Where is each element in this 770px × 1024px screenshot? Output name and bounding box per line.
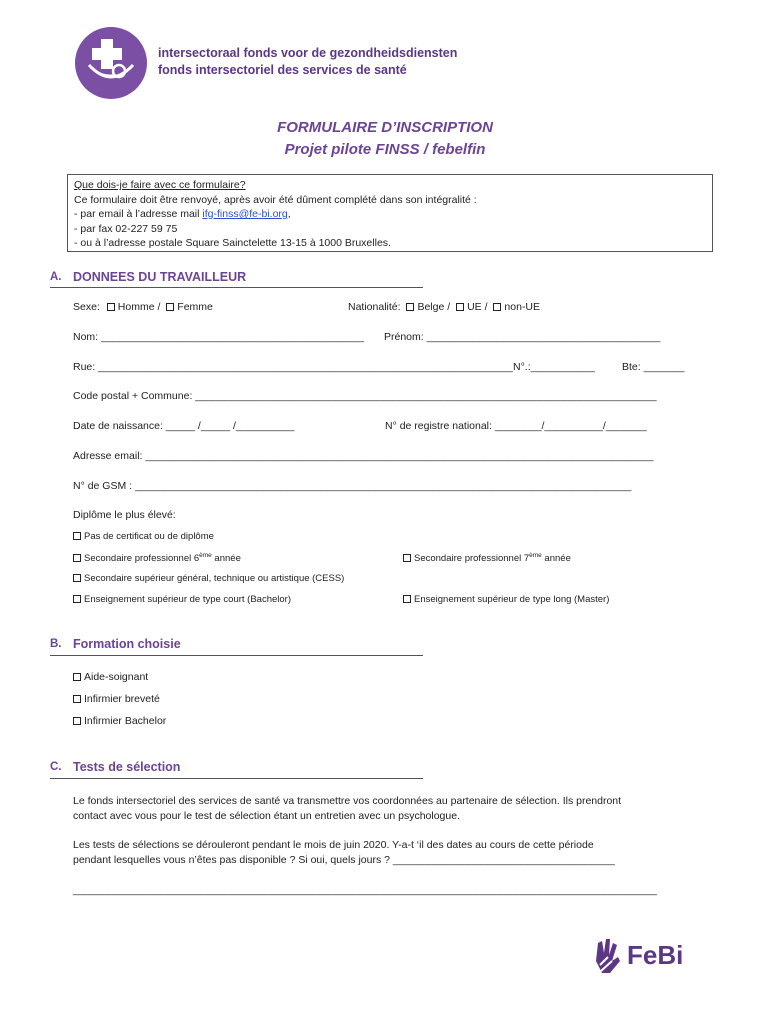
sec7-checkbox[interactable] bbox=[403, 554, 411, 562]
aide-label: Aide-soignant bbox=[84, 671, 149, 683]
org-name-nl: intersectoraal fonds voor de gezondheidsdiensten bbox=[158, 46, 458, 60]
selection-paragraph-line: Le fonds intersectoriel des services de santé va transmettre vos coordonnées au partenaire de sélection. Ils prendront bbox=[73, 795, 622, 807]
dates-answer-field[interactable]: pendant lesquelles vous n’êtes pas disponible ? Si oui, quels jours ? ______________________________________ bbox=[73, 854, 615, 866]
instructions-fax: - par fax 02-227 59 75 bbox=[74, 222, 178, 235]
rue-field[interactable]: Rue: _______________________________________________________________________ bbox=[73, 361, 513, 373]
section-b-letter: B. bbox=[50, 638, 62, 650]
cess-checkbox[interactable] bbox=[73, 574, 81, 582]
diplome-option-sec7[interactable] bbox=[403, 552, 571, 564]
sec7-label-end: année bbox=[541, 553, 571, 564]
sec6-label: Secondaire professionnel 6 bbox=[84, 553, 200, 564]
nationalite-field bbox=[348, 301, 540, 313]
section-b-rule bbox=[50, 655, 423, 656]
bachelor-checkbox[interactable] bbox=[73, 595, 81, 603]
infirmier-bachelor-label: Infirmier Bachelor bbox=[84, 715, 167, 727]
diplome-option-bachelor[interactable] bbox=[73, 594, 291, 605]
brevete-label: Infirmier breveté bbox=[84, 693, 160, 705]
master-checkbox[interactable] bbox=[403, 595, 411, 603]
gsm-field[interactable]: N° de GSM : _____________________________________________________________________________________ bbox=[73, 480, 632, 492]
dates-answer-line[interactable]: ____________________________________________________________________________________________________ bbox=[73, 884, 657, 896]
master-label: Enseignement supérieur de type long (Master) bbox=[414, 594, 610, 605]
email-prefix: - par email à l’adresse mail bbox=[74, 208, 203, 220]
febi-logo-text: FeBi bbox=[627, 940, 684, 970]
form-title: FORMULAIRE D’INSCRIPTION bbox=[277, 119, 493, 136]
section-a-letter: A. bbox=[50, 271, 62, 283]
sexe-label: Sexe: bbox=[73, 301, 100, 313]
belge-label: Belge / bbox=[417, 301, 451, 313]
section-c-title: Tests de sélection bbox=[73, 760, 181, 774]
pas-label: Pas de certificat ou de diplôme bbox=[84, 531, 214, 542]
logo-emblem bbox=[75, 27, 147, 99]
formation-option-aide[interactable] bbox=[73, 671, 148, 683]
homme-label: Homme / bbox=[117, 301, 161, 313]
hand-icon bbox=[590, 935, 630, 983]
instructions-line: Ce formulaire doit être renvoyé, après avoir été dûment complété dans son intégralité : bbox=[74, 193, 477, 206]
selection-paragraph-line: contact avec vous pour le test de sélection étant un entretien avec un psychologue. bbox=[73, 810, 460, 822]
sec6-sup: ème bbox=[199, 552, 212, 559]
bachelor-label: Enseignement supérieur de type court (Bachelor) bbox=[84, 594, 292, 605]
prenom-field[interactable]: Prénom: ________________________________________ bbox=[384, 331, 661, 343]
aide-checkbox[interactable] bbox=[73, 673, 81, 681]
infirmier-bachelor-checkbox[interactable] bbox=[73, 717, 81, 725]
org-name-fr: fonds intersectoriel des services de santé bbox=[158, 63, 407, 77]
formation-option-brevete[interactable] bbox=[73, 693, 160, 705]
dates-paragraph-line: Les tests de sélections se dérouleront pendant le mois de juin 2020. Y-a-t ‘il des dates au cours de cette période bbox=[73, 839, 594, 851]
pas-checkbox[interactable] bbox=[73, 532, 81, 540]
diplome-option-cess[interactable] bbox=[73, 573, 344, 584]
logo-icon bbox=[75, 27, 147, 99]
diplome-label: Diplôme le plus élevé: bbox=[73, 509, 176, 521]
nom-field[interactable]: Nom: _____________________________________________ bbox=[73, 331, 364, 343]
section-c-letter: C. bbox=[50, 761, 62, 773]
femme-checkbox[interactable] bbox=[166, 303, 174, 311]
diplome-option-pas[interactable] bbox=[73, 531, 214, 542]
code-postal-field[interactable]: Code postal + Commune: _______________________________________________________________________________ bbox=[73, 390, 657, 402]
ue-label: UE / bbox=[467, 301, 488, 313]
femme-label: Femme bbox=[177, 301, 213, 313]
date-naissance-field[interactable]: Date de naissance: _____ /_____ /__________ bbox=[73, 420, 295, 432]
section-b-title: Formation choisie bbox=[73, 637, 181, 651]
section-a-title: DONNEES DU TRAVAILLEUR bbox=[73, 270, 247, 284]
sec7-sup: ème bbox=[529, 552, 542, 559]
boite-field[interactable]: Bte: _______ bbox=[622, 361, 685, 373]
brevete-checkbox[interactable] bbox=[73, 695, 81, 703]
diplome-option-master[interactable] bbox=[403, 594, 609, 605]
diplome-option-sec6[interactable] bbox=[73, 552, 241, 564]
non-ue-checkbox[interactable] bbox=[493, 303, 501, 311]
sec7-label: Secondaire professionnel 7 bbox=[414, 553, 530, 564]
non-ue-label: non-UE bbox=[504, 301, 541, 313]
instructions-question: Que dois-je faire avec ce formulaire? bbox=[74, 179, 246, 191]
belge-checkbox[interactable] bbox=[406, 303, 414, 311]
numero-field[interactable]: N°.:___________ bbox=[513, 361, 595, 373]
email-link[interactable]: ifg-finss@fe-bi.org bbox=[202, 208, 288, 220]
sexe-field bbox=[73, 301, 213, 313]
email-suffix: , bbox=[287, 208, 291, 220]
instructions-email-line bbox=[74, 207, 706, 222]
formation-option-bachelor[interactable] bbox=[73, 715, 166, 727]
instructions-post: - ou à l’adresse postale Square Sainctelette 13-15 à 1000 Bruxelles. bbox=[74, 237, 391, 249]
homme-checkbox[interactable] bbox=[107, 303, 115, 311]
ue-checkbox[interactable] bbox=[456, 303, 464, 311]
instructions-box bbox=[67, 174, 713, 252]
registre-national-field[interactable]: N° de registre national: ________/__________/_______ bbox=[385, 420, 647, 432]
email-field[interactable]: Adresse email: _______________________________________________________________________________________ bbox=[73, 450, 654, 462]
nationalite-label: Nationalité: bbox=[348, 301, 401, 313]
section-c-rule bbox=[50, 778, 423, 779]
section-a-rule bbox=[50, 287, 423, 288]
sec6-checkbox[interactable] bbox=[73, 554, 81, 562]
sec6-label-end: année bbox=[211, 553, 241, 564]
cess-label: Secondaire supérieur général, technique ou artistique (CESS) bbox=[84, 573, 345, 584]
form-subtitle: Projet pilote FINSS / febelfin bbox=[284, 141, 486, 158]
